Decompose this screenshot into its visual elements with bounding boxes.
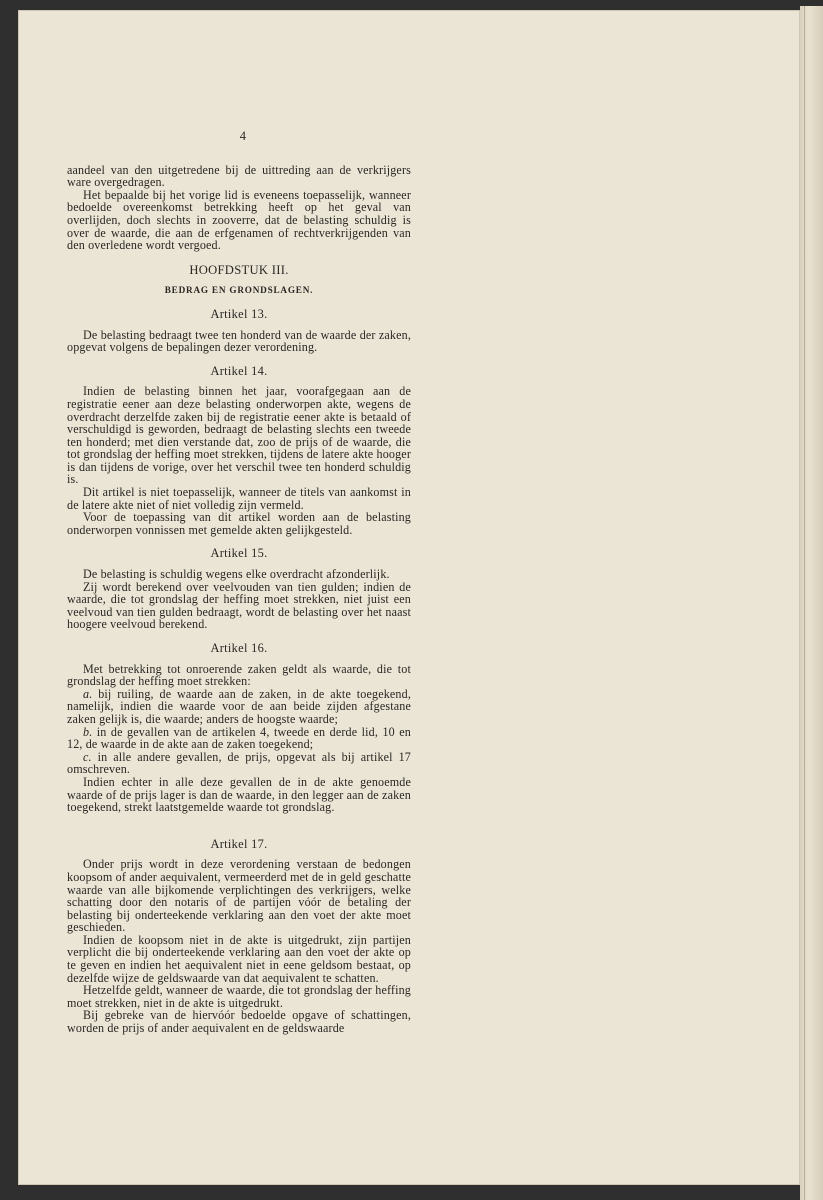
item-letter: b. <box>83 724 93 739</box>
item-text: bij ruiling, de waarde aan de zaken, in de akte toegekend, namelijk, indien die waarde voor de aan beide zijden afgestane zaken gelijk is, die waarde; anders de hoogste waarde; <box>67 686 411 726</box>
artikel-17-paragraph-1: Onder prijs wordt in deze verordening verstaan de bedongen koopsom of ander aequivalent, vermeerderd met de in geld geschatte waarde van alle bijkomende verplichtingen des verkrijgers, welke schatting door den notaris of de partijen vóór de betaling der belasting bij onderteekende verklaring aan den voet der akte moet geschieden. <box>67 857 411 935</box>
artikel-15-paragraph-1: De belasting is schuldig wegens elke overdracht afzonderlijk. <box>83 567 390 582</box>
artikel-15-title: Artikel 15. <box>210 546 268 561</box>
page-number: 4 <box>239 129 247 143</box>
artikel-14-paragraph-2: Dit artikel is niet toepasselijk, wanneer de titels van aankomst in de latere akte niet of niet volledig zijn vermeld. <box>67 485 411 512</box>
artikel-16-paragraph-2: Indien echter in alle deze gevallen de in de akte genoemde waarde of de prijs lager is dan de waarde, in den legger aan de zaken toegekend, strekt laatstgemelde waarde tot grondslag. <box>67 774 411 815</box>
item-text: in de gevallen van de artikelen 4, tweede en derde lid, 10 en 12, de waarde in de akte aan de zaken toegekend; <box>67 724 411 752</box>
artikel-16-item-c <box>67 751 411 776</box>
intro-paragraph-2: Het bepaalde bij het vorige lid is eveneens toepasselijk, wanneer bedoelde overeenkomst betrekking heeft op het geval van overlijden, doch slechts in zooverre, dat de belasting schuldig is over de waarde, die aan de erfgenamen of rechtverkrijgenden van den overledene wordt vergoed. <box>67 187 411 253</box>
artikel-16-item-b <box>67 726 411 751</box>
artikel-16-paragraph-1: Met betrekking tot onroerende zaken geldt als waarde, die tot grondslag der heffing moet strekken: <box>67 661 411 689</box>
page-edge-line <box>804 6 805 1200</box>
item-letter: a. <box>83 686 93 701</box>
item-letter: c. <box>83 749 92 764</box>
artikel-17-paragraph-2: Indien de koopsom niet in de akte is uitgedrukt, zijn partijen verplicht die bij onderteekende verklaring aan den voet der akte op te geven en indien het aequivalent niet in eene geldsom bestaat, op dezelfde wijze de geldswaarde van dat aequivalent te schatten. <box>67 932 411 985</box>
artikel-14-title: Artikel 14. <box>210 363 268 378</box>
artikel-17-title: Artikel 17. <box>210 836 268 851</box>
intro-paragraph-1: aandeel van den uitgetredene bij de uittreding aan de verkrijgers ware overgedragen. <box>67 162 411 190</box>
artikel-17-paragraph-3: Hetzelfde geldt, wanneer de waarde, die tot grondslag der heffing moet strekken, niet in de akte is uitgedrukt. <box>67 983 411 1010</box>
artikel-13-title: Artikel 13. <box>210 306 268 321</box>
artikel-13-paragraph-1: De belasting bedraagt twee ten honderd van de waarde der zaken, opgevat volgens de bepalingen dezer verordening. <box>67 327 411 355</box>
artikel-16-title: Artikel 16. <box>210 641 268 655</box>
document-content <box>67 130 411 1035</box>
artikel-17-paragraph-4: Bij gebreke van de hiervóór bedoelde opgave of schattingen, worden de prijs of ander aequivalent en de geldswaarde <box>67 1008 411 1036</box>
artikel-15-paragraph-2: Zij wordt berekend over veelvouden van tien gulden; indien de waarde, die tot grondslag der heffing moet strekken, niet juist een veelvoud van tien gulden bedraagt, wordt de belasting over het naast hoogere veelvoud berekend. <box>67 579 411 632</box>
chapter-subtitle: BEDRAG EN GRONDSLAGEN. <box>164 285 314 296</box>
artikel-14-paragraph-1: Indien de belasting binnen het jaar, voorafgegaan aan de registratie eener aan deze belasting onderworpen akte, wegens de overdracht derzelfde zaken bij de registratie eener akte is betaald of verschuldigd is geworden, bedraagt de belasting slechts een tweede ten honderd; met dien verstande dat, zoo de prijs of de waarde, die tot grondslag der heffing moet strekken, tijdens de latere akte hooger is dan tijdens de vorige, over het verschil twee ten honderd schuldig is. <box>67 384 411 487</box>
chapter-title: HOOFDSTUK III. <box>189 262 289 277</box>
artikel-16-item-a <box>67 688 411 726</box>
artikel-14-paragraph-3: Voor de toepassing van dit artikel worden aan de belasting onderworpen vonnissen met gemelde akten gelijkgesteld. <box>67 510 411 537</box>
item-text: in alle andere gevallen, de prijs, opgevat als bij artikel 17 omschreven. <box>67 749 411 777</box>
